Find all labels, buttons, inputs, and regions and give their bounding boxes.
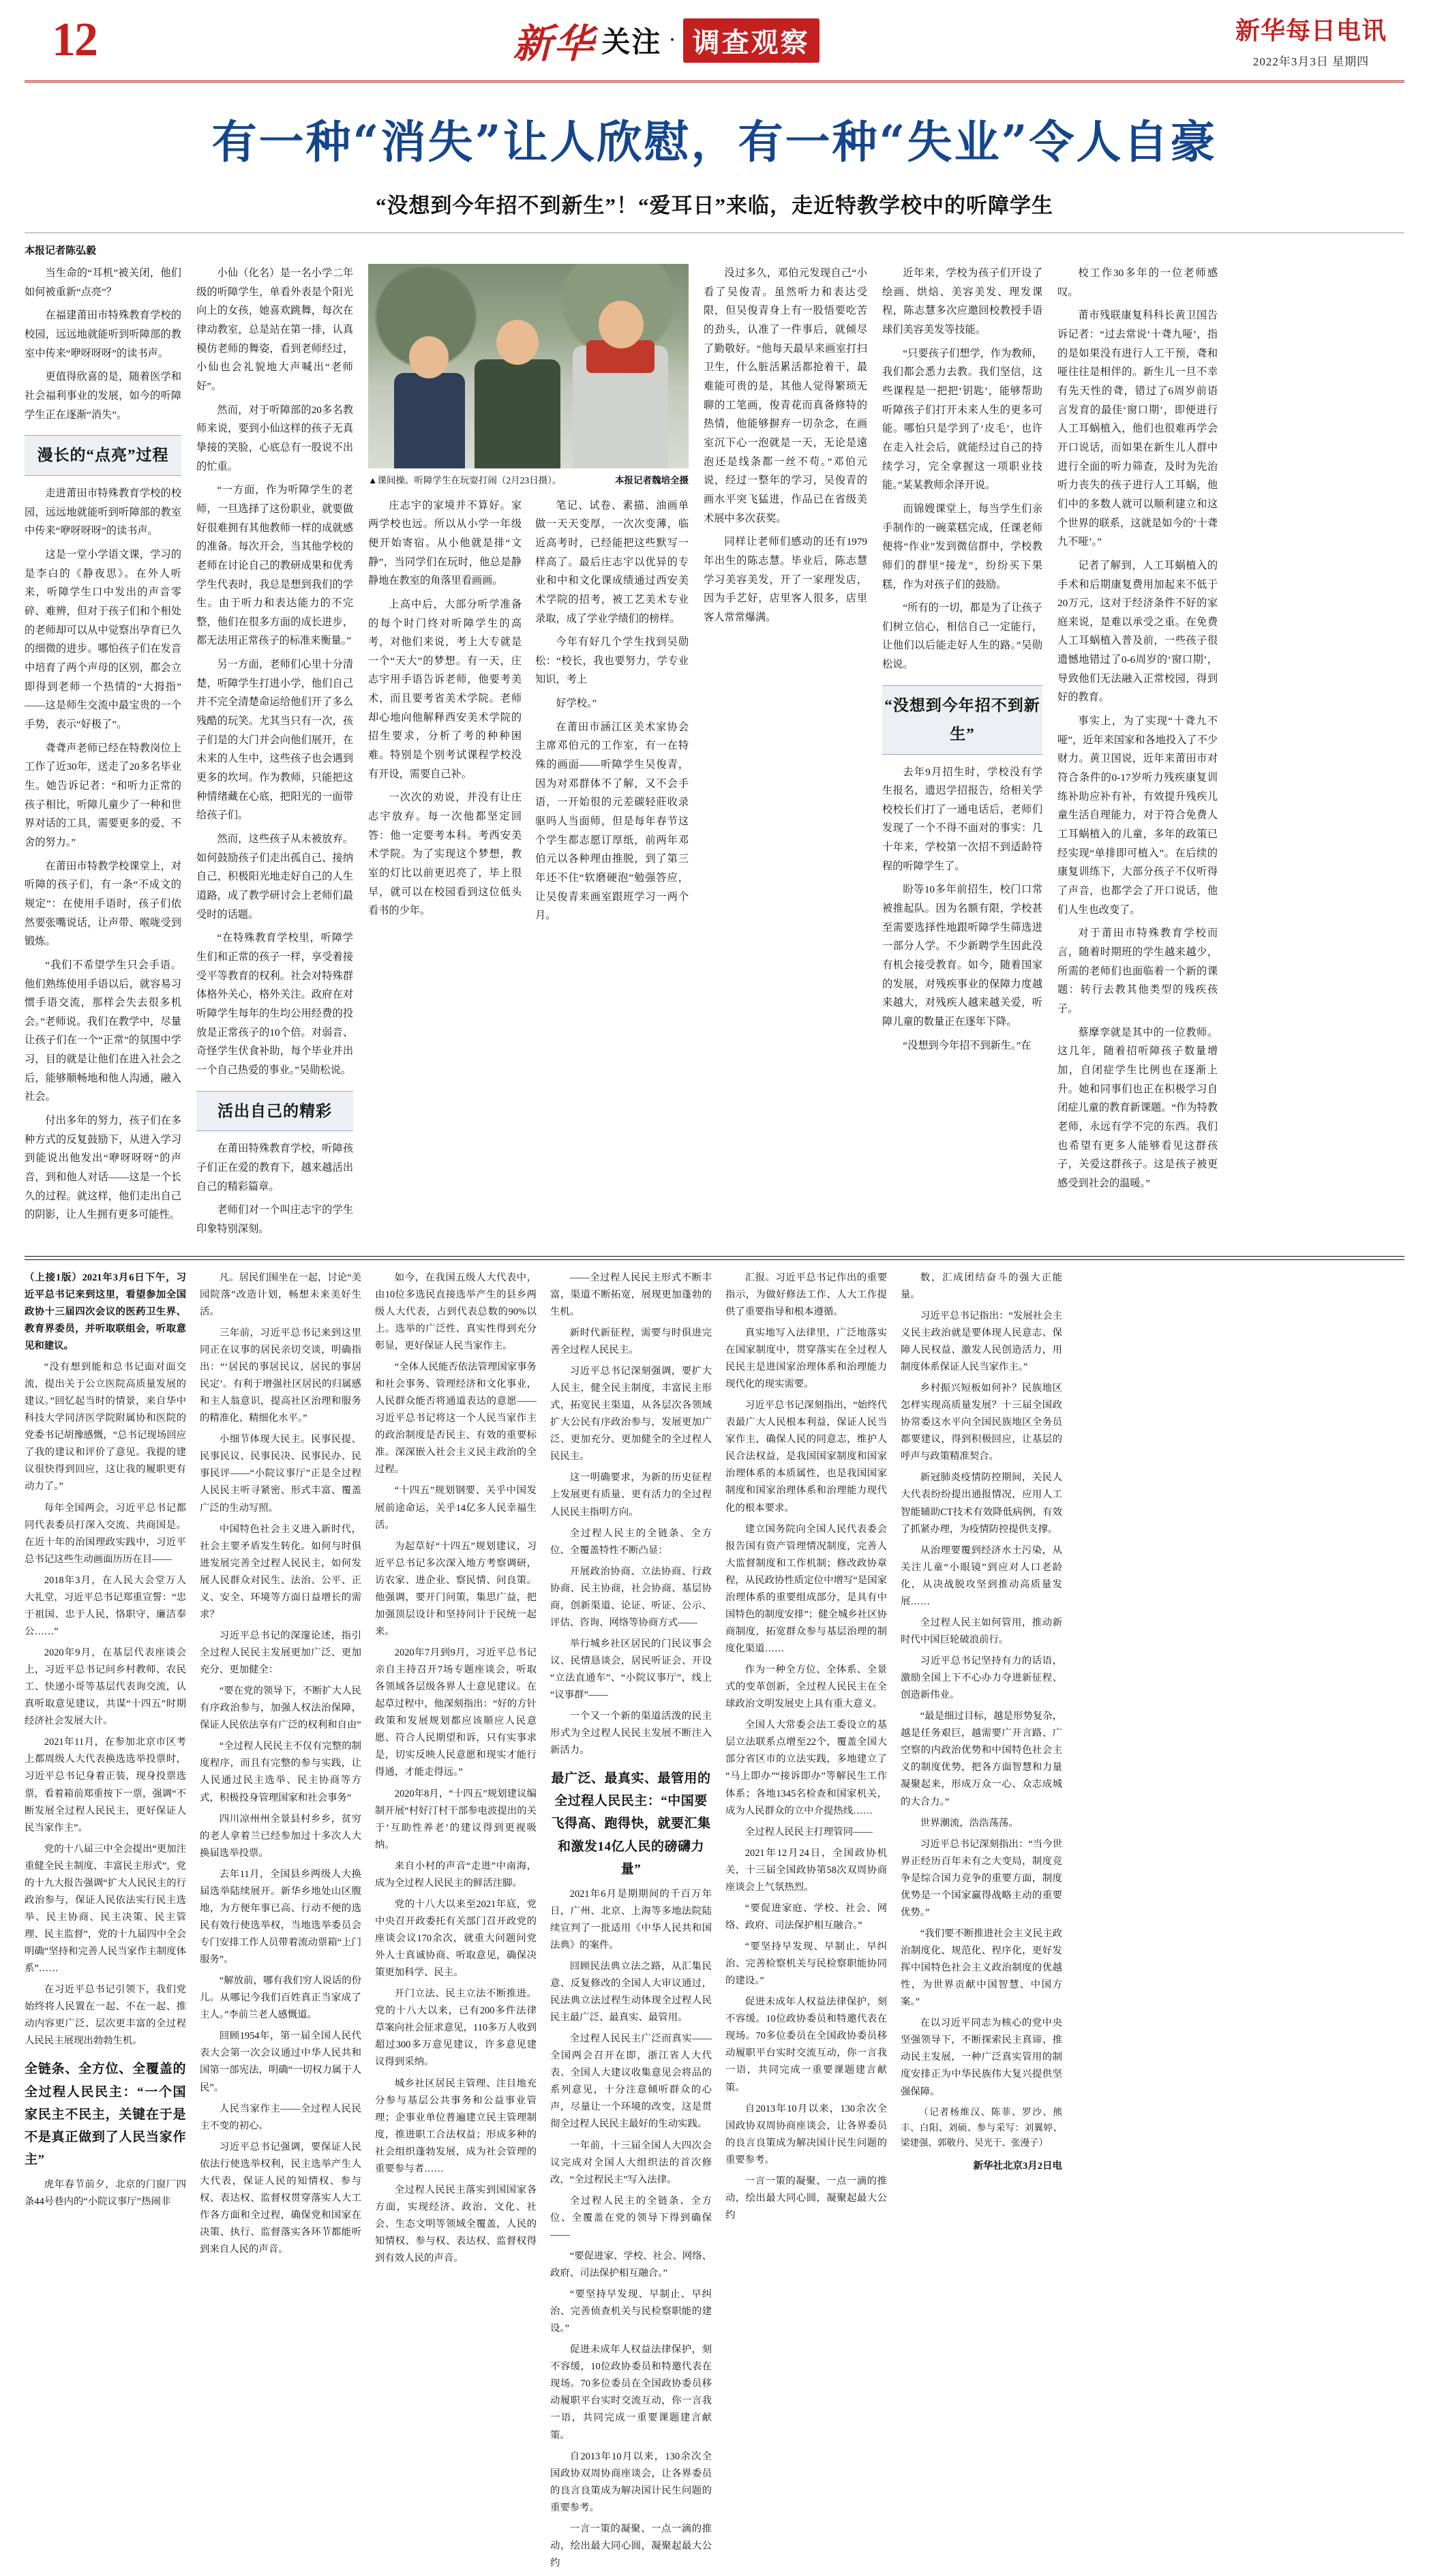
paragraph: 去年9月招生时，学校没有学生报名，遗迟学招报告，给相关学校校长们打了一通电话后，老师们发现了一个不得不面对的事实：几十年来，学校第一次招不到适龄符程的听障学生了。 xyxy=(882,766,1042,872)
section-divider xyxy=(25,1256,1404,1260)
paragraph: 一言一策的凝聚、一点一滴的推动，绘出最大同心圆，凝聚起最大公约 xyxy=(550,2523,712,2568)
paragraph: 一言一策的凝聚、一点一滴的推动，绘出最大同心圆，凝聚起最大公约 xyxy=(725,2175,887,2221)
paragraph: 对于莆田市特殊教育学校而言，随着时期班的学生越来越少，所需的老师们也面临着一个新的课题：转行去教其他类型的残疾孩子。 xyxy=(1057,927,1218,1015)
paragraph: 好学校。” xyxy=(556,698,597,710)
page-subtitle: “没想到今年招不到新生”！“爱耳日”来临，走近特教学校中的听障学生 xyxy=(376,194,1053,218)
photo-credit: 本报记者魏培全摄 xyxy=(615,475,689,485)
paragraph: 来自小村的声音“走进”中南海，成为全过程人民民主的鲜活注脚。 xyxy=(375,1860,537,1889)
paragraph: “在特殊教育学校里，听障学生们和正常的孩子一样，享受着接受平等教育的权利。社会对特殊群体格外关心，格外关注。政府在对听障学生每年的生均公用经费的投放是正常孩子的10个倍。对弱音、奇怪学生伏食补助，每个毕业并出一个自己热爱的事业。”吴勋松说。 xyxy=(196,932,353,1076)
paragraph: “最是细过目标，越是形势复杂，越是任务艰巨，越需要广开言路、广空察的内政治优势和中国特色社会主义的制度优势，把各方面智慧和力量凝聚起来，形成万众一心、众志成城的大合力。” xyxy=(901,1711,1062,1808)
paragraph: 庄志宇的家境并不算好。家两学校也远。所以从小学一年级便开始寄宿。从小他就是排“文静”，当同学们在玩时，他总是静静地在教室的角落里看画画。 xyxy=(368,499,522,587)
paragraph: 习近平总书记强调，要保证人民依法行使选举权利，民主选举产生人大代表，保证人民的知情权、参与权、表达权、监督权贯穿落实人大工作各方面和全过程，确保党和国家在决策、执行、监督落实各环节都能听到来自人民的声音。 xyxy=(200,2141,361,2256)
masthead xyxy=(25,0,1404,83)
paragraph: 乡村振兴短板如何补？民族地区怎样实现高质量发展？十三届全国政协常委这水平向全国民族地区全务员都要建议，得到积极回应，让基层的呼声与政策精准契合。 xyxy=(901,1383,1062,1463)
paragraph: 而锦嫂课堂上，每当学生们亲手制作的一碗菜糕完成，任课老师便将“作业”发到微信群中，学校教师们的群里“接龙”，纷纷买下果糕，作为对孩子们的鼓励。 xyxy=(882,503,1042,590)
paragraph: 自2013年10月以来，130余次全国政协双周协商座谈会，让各界委员的良言良策成为解决国计民生问题的重要参考。 xyxy=(550,2451,712,2513)
paragraph: “所有的一切，都是为了让孩子们树立信心，相信自己一定能行，让他们以后能走好人生的路。”吴勋松说。 xyxy=(882,602,1042,671)
paragraph: “要促进家庭、学校、社会、网络、政府、司法保护相互融合。” xyxy=(725,1902,887,1931)
lower-column-5 xyxy=(725,1270,887,2576)
photo-figure-head xyxy=(599,301,644,348)
photo-figure-child xyxy=(470,322,566,468)
lower-column-4 xyxy=(550,1270,712,2576)
section-heading: “没想到今年招不到新生” xyxy=(882,685,1042,755)
paragraph: 党的十八大以来至2021年底，党中央召开政委托有关部门召开政党的座谈会议170余次，就重大问题问党外人士真诚协商、听取意见，确保决策更加科学、民主。 xyxy=(375,1898,537,1979)
masthead-column-tag: 调查观察 xyxy=(683,18,819,63)
lower-column-3 xyxy=(375,1270,537,2576)
section-heading: 最广泛、最真实、最管用的全过程人民民主：“中国要飞得高、跑得快，就要汇集和激发14亿人民的磅礴力量” xyxy=(551,1771,711,1876)
paragraph: 从治理要覆到经济水土污染，从关注儿童“小眼镜”到应对人口老龄化，从决战脱攻坚到推动高质量发展…… xyxy=(901,1544,1062,1607)
paragraph: 在莆田市涵江区美术家协会主席邓伯元的工作室，有一在特殊的画面——听障学生吴俊青，因为对邓群体不了解，又不会手语，一开始很的元差碳轻莊收录驱吗人当面师，但是每年春节这个学生都志愿订厚纸，前两年邓伯元以各种理由推脱，到了第三年还不住“软磨硬泡”勉强答应，让吴俊青来画室跟班学习一两个月。 xyxy=(535,721,689,922)
section-heading: 全链条、全方位、全覆盖的全过程人民民主：“一个国家民主不民主，关键在于是不是真正做到了人民当家作主” xyxy=(25,2062,186,2167)
paragraph: 一个又一个新的渠道活泼的民主形式为全过程人民民主发展不断注入新活力。 xyxy=(550,1711,712,1756)
paragraph: 习近平总书记的深邃论述，指引全过程人民民主发展更加广泛、更加充分、更加健全： xyxy=(200,1630,361,1676)
lower-column-6 xyxy=(901,1270,1062,2576)
column-1 xyxy=(25,264,181,1244)
paragraph: “十四五”规划钢要、关乎中国发展前途命运，关乎14亿多人民幸福生活。 xyxy=(375,1485,537,1531)
paragraph: 小仙（化名）是一名小学二年级的听障学生，单看外表是个阳光向上的女孩，她喜欢跳舞，每次在律动教室，总是站在第一排，认真模仿老师的舞姿，看到老师经过，小仙也会礼貌地大声喊出“老师好”。 xyxy=(196,267,353,392)
paragraph: 2021年11月，在参加北京市区考上都周级人大代表换选选举投票时，习近平总书记身着正装，现身投票选票，看着箱前郑重按下一票，强调“不断发展全过程人民民主，更好保证人民当家作主”。 xyxy=(25,1737,186,1833)
paragraph: 全过程人民主的全链条、全方位、全覆盖特性不断凸显： xyxy=(550,1527,712,1556)
top-article xyxy=(25,264,1404,1244)
paragraph: 这是一堂小学语文课，学习的是李白的《静夜思》。在外人听来，听障学生口中发出的声音零碎、难辨，但对于孩子们和个相处的老师却可以从中觉察出孕育已久的细微的进步。哪怕孩子们在发音中培育了两个声母的区别，都会立即得到老师一个热情的“大拇指”——这是师生交流中最宝贵的一个手势，表示“好极了”。 xyxy=(25,549,181,730)
paragraph: 蔡摩孪就是其中的一位教师。这几年，随着招听障孩子数量增加，自闭症学生比例也在逐渐上升。她和同事们也正在积极学习自闭症儿童的教育新课题。“作为特教老师，永远有学不完的东西。我们也希望有更多人能够看见这群孩子，关爱这群孩子。这是孩子被更感受到社会的温暖。” xyxy=(1057,1026,1218,1189)
paragraph: 全过程人民民主广泛而真实——全国两会召开在即，浙江省人大代表、全国人大建议收集意见会将品的系列意见，十分注意倾听群众的心声，尽量让一个环境的改变，这是贯彻全过程人民民主最好的生动实践。 xyxy=(550,2033,712,2130)
paragraph: 汇报。习近平总书记作出的重要指示，为做好修法工作、人大工作提供了重要指导和根本遵循。 xyxy=(725,1272,887,1317)
paragraph: 习近平总书记指出：“发展社会主义民主政治就是要体现人民意志、保障人民权益、激发人民创造活力，用制度体系保证人民当家作主。” xyxy=(901,1310,1062,1373)
paragraph: “解放前，哪有我们穷人说话的份儿。从哪记今我们百姓真正当家成了主人。”李前兰老人感慨道。 xyxy=(200,1975,361,2021)
paragraph: 习近平总书记深刻指出：“当今世界正经历百年未有之大变局，制度竞争是综合国力竞争的重要方面，制度优势是一个国家赢得战略主动的重要优势。” xyxy=(901,1838,1062,1918)
column-6 xyxy=(1057,264,1218,1244)
paragraph: 一年前，十三届全国人大四次会议完成对全国人大组织法的首次修改，“全过程民主”写入法律。 xyxy=(550,2140,712,2185)
paragraph: 举行城乡社区居民的门民议事会议、民情恳谈会，居民听证会、开设“立法直通车”、“小院议事厅”，线上“议事群”—— xyxy=(550,1638,712,1701)
paragraph: 去年11月，全国县乡两级人大换届选举陆续展开。新华乡地处山区腹地，为方便年事已高、行动不便的选民有效行使选举权，当地选举委员会专门安排工作人员带着流动票箱“上门服务”。 xyxy=(200,1868,361,1966)
paragraph: 真实地写入法律里，广泛地落实在国家制度中，贯穿落实在全过程人民民主是进国家治理体系和治理能力现代化的现实需要。 xyxy=(725,1327,887,1390)
paragraph: 当生命的“耳机”被关闭，他们如何被重新“点亮”？ xyxy=(25,267,181,298)
photo-caption-row xyxy=(368,473,689,490)
lower-column-2 xyxy=(200,1270,361,2576)
paragraph: 笔记、试卷、素描、油画单做一天天变厚，一次次变薄，临近高考时，已经能把这些默写一样高了。最后庄志宇以优异的专业和中和文化课成绩通过西安美术学院的招考，被工艺美术专业录取，成了学业学绩们的榜样。 xyxy=(535,499,689,625)
paragraph: 建立国务院向全国人民代表委会报告国有资产管理情况制度，完善人大监督制度和工作机制；修改政协章程，从民政协性质定位中增写“是国家治理体系的重要组成部分，是具有中国特色的制度安排”；健全城乡社区协商制度，拓宽群众参与基层治理的制度化渠道…… xyxy=(725,1523,887,1655)
paragraph: “全过程人民民主不仅有完整的制度程序，而且有完整的参与实践，让人民通过民主选举、民主协商等方式，积极投身管理国家和社会事务” xyxy=(200,1741,361,1803)
column-3 xyxy=(368,264,689,1244)
paragraph: “要促进家、学校、社会、网络、政府、司法保护相互融合。” xyxy=(550,2250,712,2279)
paragraph: “全体人民能否依法管理国家事务和社会事务、管理经济和文化事业，人民群众能否将通道表达的意愿——习近平总书记将这一个人民当家作主的政治制度是否民主、有效的重要标准。深深嵌入社会主义民主政治的全过程。 xyxy=(375,1362,537,1476)
photo-figure-head xyxy=(409,336,449,378)
paragraph: 没过多久，邓伯元发现自己“小看了吴俊青。虽然听力和表达受限，但吴俊青身上有一股悟要吃苦的劲头，认准了一件事后，就倾尽了勤敬好。“他每天最早来画室打扫卫生，什么脏活累活都抢着干，最难能可贵的是，其他人觉得繁琐无聊的工笔画，俊青花而真备修特的热情，他能够摒弃一切杂念，在画室沉下心一泡就是一天，无论是遠泡还是线条都一丝不苟。”邓伯元说，经过一整年的学习，吴俊青的画水平突飞猛进，作品已在省级美术展中多次获奖。 xyxy=(704,267,867,524)
paper-name: 新华每日电讯 xyxy=(1235,16,1387,45)
paragraph: “只要孩子们想学，作为教师，我们都会悉力去教。我们坚信，这些课程是一把把‘钥匙’，能够帮助听障孩子们打开未来人生的更多可能。哪怕只是学到了‘皮毛’，也许在走入社会后，就能经过自己的持续学习，完全拿握这一项职业技能。”某某教师余泽开说。 xyxy=(882,347,1042,492)
paragraph: 人民当家作主——全过程人民民主不变的初心。 xyxy=(200,2103,361,2131)
paragraph: 全国人大常委会法工委设立的基层立法联系点增至22个，覆盖全国大部分省区市的立法实践，多地建立了“马上即办”“接诉即办”等解民生工作体系；各地1345名检查和国家机关，成为人民群众的立中介提热线…… xyxy=(725,1720,887,1816)
paragraph: 2018年3月，在人民大会堂万人大礼堂，习近平总书记郑重宣誓：“忠于祖国、忠于人民，恪职守、廉洁奉公……” xyxy=(25,1574,186,1637)
paragraph: 世界潮流，浩浩荡荡。 xyxy=(920,1817,1019,1829)
photo-figure-body xyxy=(475,359,560,468)
section-heading: 漫长的“点亮”过程 xyxy=(25,435,181,476)
paragraph: 开展政治协商、立法协商、行政协商、民主协商，社会协商、基层协商，创新渠道、论证、听证、公示、评估、咨询、网络等协商方式—— xyxy=(550,1566,712,1628)
paragraph: “没想到今年招不到新生。”在 xyxy=(903,1039,1032,1051)
paragraph: 促进未成年人权益法律保护，刻不容缓。10位政协委员和特邀代表在现场。70多位委员在全国政协委员移动履职平台实时交流互动，你一言我一语，共同完成一重要课题建言献策。 xyxy=(725,1996,887,2093)
photo-figure-child xyxy=(389,339,470,468)
paragraph: 在莆田市特教学校课堂上，对听障的孩子们，有一条“不成文的规定”：在使用手语时，孩子们依然要张嘴说话，让声带、喉咙受到锻炼。 xyxy=(25,860,181,948)
paragraph: 全过程人民主如何管用，推动新时代中国巨轮破浪前行。 xyxy=(901,1617,1062,1645)
paragraph: 凡。居民们围坐在一起，讨论“美园院落”改造计划，畅想未来美好生活。 xyxy=(200,1272,361,1317)
paragraph: 这一明确要求，为新的历史征程上发展更有质量、更有活力的全过程人民民主指明方向。 xyxy=(550,1472,712,1518)
paragraph: 习近平总书记深刻指出，“始终代表最广大人民根本利益，保证人民当家作主，确保人民的同意志，维护人民合法权益，是我国国家制度和国家治理体系的本质属性，也是我国国家制度和国家治理体系和治理能力现代化的根本要求。 xyxy=(725,1400,887,1514)
paragraph: “我们要不断推进社会主义民主政治制度化、规范化、程序化，更好发挥中国特色社会主义政治制度的优越性，为世界贡献中国智慧、中国方案。” xyxy=(901,1928,1062,2008)
paragraph: 三年前，习近平总书记来到这里同正在议事的居民亲切交谈，明确指出：“‘居民的事居民议，居民的事居民定’。有利于增强社区居民的归属感和主人翁意识，提高社区治理和服务的精准化、精细化水平。” xyxy=(200,1327,361,1424)
paragraph: 记者了解到，人工耳蜗植入的手术和后期康复费用加起来不低于20万元，这对于经济条件不好的家庭来说，是难以承受之重。在免费人工耳蜗植入普及前，一些孩子很遗憾地错过了0-6周岁的‘窗口期’，导致他们无法融入正常校园，得到好的教育。 xyxy=(1057,559,1218,704)
paragraph: 近年来，学校为孩子们开设了绘画、烘焙、美容美发、理发课程，陈志慧多次应邀回校教授手语球们美容美发等技能。 xyxy=(882,267,1042,335)
page-title: 有一种“消失”让人欣慰，有一种“失业”令人自豪 xyxy=(211,115,1218,168)
paragraph: 四川凉州州全景县村乡乡，贫穷的老人拿着兰已经参加过十多次人大换届选举投票。 xyxy=(200,1813,361,1859)
paragraph: “要坚持早发现、早制止、早纠治、完善侦查机关与民检察职能的建设。” xyxy=(550,2289,712,2335)
paragraph: “我们不希望学生只会手语。他们熟练使用手语以后，就容易习惯手语交流，那样会失去很多机会。”老师说。我们在教学中，尽量让孩子们在一个“正常”的氛围中学习，目的就是让他们在进入社会之后，能够顺畅地和他人沟通，融入社会。 xyxy=(25,959,181,1103)
paragraph: 盼等10多年前招生，校门口常被推起队。因为名额有限，学校甚至需要选择性地跟听障学生筛选进一部分人学。不少新聘学生因此没有机会接受教育。如今，随着国家的发展，对残疾事业的保障力度越来越大，对残疾人越来越关爱，听障儿童的数量正在逐年下降。 xyxy=(882,884,1042,1028)
paragraph: 另一方面，老师们心里十分清楚，听障学生打进小学，他们自己并不完全清楚命运给他们开了多么残酷的玩笑。尤其当只有一次，孩子们是的大门并会向他们展开，在未来的人生中，这些孩子也会遇到更多的坎坷。作为教师，只能把这种情绪藏在心底，把阳光的一面带给孩子们。 xyxy=(196,659,353,822)
paragraph: ——全过程人民民主形式不断丰富，渠道不断拓宽，展现更加蓬勃的生机。 xyxy=(550,1272,712,1317)
masthead-section-label: 关注 xyxy=(601,27,662,59)
paragraph: 如今，在我国五级人大代表中，由10位多选民直接选举产生的县乡两级人大代表，占到代表总数的90%以上。选举的广泛性、真实性得到充分彰显，更好保证人民当家作主。 xyxy=(375,1272,537,1351)
paragraph: 中国特色社会主义进入新时代，社会主要矛盾发生转化。如何与时俱进发展完善全过程人民民主，如何发展人民群众对民生、法治、公平、正义、安全、环境等方面日益增长的需求？ xyxy=(200,1523,361,1620)
column-5 xyxy=(882,264,1042,1244)
paragraph: 全过程人民民主落实到国国家各方面，实现经济、政治、文化、社会、生态文明等领域全覆盖，人民的知情权、参与权、表达权、监督权得到有效人民的声音。 xyxy=(375,2184,537,2264)
paragraph: 聋聋声老师已经在特教岗位上工作了近30年，送走了20多名毕业生。她告诉记者：“和听力正常的孩子相比，听障儿童少了一种和世界对话的工具，需要更多的爱、不舍的努力。” xyxy=(25,742,181,848)
paragraph: 习近平总书记深刻强调，要扩大人民主，健全民主制度，丰富民主形式，拓宽民主渠道，从各层次各领域扩大公民有序政治参与，发展更加广泛、更加充分、更加健全的全过程人民民主。 xyxy=(550,1366,712,1463)
photo-figure-child xyxy=(566,301,675,468)
paragraph: 在福建莆田市特殊教育学校的校园，远远地就能听到听障部的教室中传来“咿呀呀呀”的读书声。 xyxy=(25,310,181,359)
paragraph: “一方面，作为听障学生的老师，一旦选择了这份职业，就要做好很难拥有其他教师一样的成就感的准备。每次开会，当其他学校的老师在讨论自己的教研成果和优秀学生代表时，我总是想到我们的学生。由于听力和表达能力的不完整，他们在很多方面的成长进步，都无法用正常孩子的标准来衡量。” xyxy=(196,484,353,647)
jump-line: （上接1版）2021年3月6日下午，习近平总书记来到这里，看望参加全国政协十三届四次会议的医药卫生界、教育界委员，并听取联组会，听取意见和建议。 xyxy=(25,1272,186,1351)
paragraph: 事实上，为了实现“十聋九不哑”，近年来国家和各地投入了不少财力。黄卫国说，近年来莆田市对符合条件的0-17岁听力残疾康复训练补助应补有补，有效提升残疾儿童生活自理能力，对于符合免费人工耳蜗植入的儿童，多年的政策已经实现“单排即可植入”。在后续的康复训练下，大部分孩子不仅听得了声音，也都学会了开口说话，他们人生也改变了。 xyxy=(1057,715,1218,916)
page-number: 12 xyxy=(52,14,97,66)
paragraph: 作为一种全方位、全体系、全景式的变革创新，全过程人民民主在全球政治文明发展史上具有重大意义。 xyxy=(725,1664,887,1710)
paragraph: 在习近平总书记引领下，我们党始终将人民置在一起、不在一起、推动内容更广泛、层次更丰富的全过程人民民主展现出勃勃生机。 xyxy=(25,1984,186,2047)
paragraph: 然而，对于听障部的20多名教师来说，要到小仙这样的孩子无真挚接的笑脸，心底总有一股说不出的忙重。 xyxy=(196,404,353,473)
paragraph: 每年全国两会，习近平总书记都同代表委员打深入交流、共商国是。在近十年的治国理政实践中，习近平总书记这些生动画面历历在目—— xyxy=(25,1502,186,1565)
paragraph: 为起草好“十四五”规划建议，习近平总书记多次深入地方考察调研，访农家、进企业、察民情、问良策。他强调，要开门问策，集思广益，把加强顶层设计和坚持问计于民统一起来。 xyxy=(375,1540,537,1637)
column-4 xyxy=(704,264,867,1244)
paragraph: 校工作30多年的一位老师感叹。 xyxy=(1057,267,1218,298)
article-credits: （记者杨维汉、陈菲、罗沙、熊丰、白阳、刘硕、参与采写：刘翼婷、梁建强、郭敬丹、吴光于、张漫子） xyxy=(901,2106,1062,2148)
paragraph: 促进未成年人权益法律保护，刻不容缓，10位政协委员和特邀代表在现场。70多位委员在全国政协委员移动履职平台实时交流互动，你一言我一语，共同完成一重要课题建言献策。 xyxy=(550,2344,712,2441)
paragraph: 数，汇成团结奋斗的强大正能量。 xyxy=(901,1272,1062,1300)
photo-figure-head xyxy=(496,320,539,365)
paragraph: “要在党的领导下，不断扩大人民有序政治参与，加强人权法治保障，保证人民依法享有广泛的权利和自由” xyxy=(200,1686,361,1731)
dispatch-line: 新华社北京3月2日电 xyxy=(973,2161,1062,2172)
paragraph: 回顾民法典立法之路，从汇集民意、反复修改的全国人大审议通过，民法典立法过程生动体现全过程人民民主最广泛、最真实、最管用。 xyxy=(550,1960,712,2024)
paragraph: 2020年8月，“十四五”规划建议编制开展“村好汀村干部参电波提出的关于‘互助性养老’的建议得到更视吸纳。 xyxy=(375,1788,537,1851)
photo-block xyxy=(368,264,689,490)
news-photo xyxy=(368,264,689,468)
paragraph: 回顾1954年，第一届全国人民代表大会第一次会议通过中华人民共和国第一部宪法，明确“一切权力属于人民”。 xyxy=(200,2031,361,2093)
paragraph: “没有想到能和总书记面对面交流，提出关于公立医院高质量发展的建议。”回忆起当时的情景，来自华中科技大学同济医学院附属协和医院的党委书记胡豫感慨，“总书记现场回应了我的建议和评价了意见。我提的建议很快得到回应，这让我的履职更有动力了。” xyxy=(25,1362,186,1493)
paragraph: 一次次的劝说，并没有让庄志宇放弃。每一次他都坚定回答：他一定要考本科。考西安美术学院。为了实现这个梦想，教室的灯比以前更迟亮了，毕上很早，就可以在校园看到这位低头看书的少年。 xyxy=(368,792,522,917)
section-heading: 活出自己的精彩 xyxy=(196,1091,353,1132)
paragraph: 党的十八届三中全会提出“更加注重健全民主制度、丰富民主形式”，党的十九大报告强调“扩大人民民主的行政治参与，保证人民依法实行民主选举、民主协商、民主决策、民主管理、民主监督”，党的十九届四中全会明确“坚持和完善人民当家作主制度体系”…… xyxy=(25,1843,186,1975)
paragraph: 在以习近平同志为核心的党中央坚强领导下，不断探索民主真谛、推动民主发展，一种广泛真实管用的制度安排正为中华民族伟大复兴提供坚强保障。 xyxy=(901,2018,1062,2097)
masthead-paper-info xyxy=(1235,12,1404,69)
xinhua-logo: 新华 xyxy=(513,20,595,67)
paragraph: 全过程人民民主打理管同—— xyxy=(744,1826,873,1838)
paragraph: 自2013年10月以来，130余次全国政协双周协商座谈会，让各界委员的良言良策成为解决国计民生问题的重要参考。 xyxy=(725,2103,887,2166)
paragraph: 开门立法、民主立法不断推进。党的十八大以来，已有200多件法律草案向社会征求意见，110多万人收到超过300多万意见建议，许多意见建议得到采纳。 xyxy=(375,1988,537,2068)
paragraph: 习近平总书记坚持有力的话语，激励全国上下不心办力夺进新征程、创造新伟业。 xyxy=(901,1656,1062,1701)
byline: 本报记者陈弘毅 xyxy=(25,245,97,256)
paragraph: 新冠肺炎疫情防控期间，关民人大代表纷纷提出通报情况，应用人工智能辅助CT技术有效降低病例，有效了抓紧办理，为疫情防控提供支撑。 xyxy=(901,1472,1062,1535)
paragraph: 更值得欣喜的是，随着医学和社会福利事业的发展，如今的听障学生正在逐渐“消失”。 xyxy=(25,371,181,421)
paragraph: 2020年9月，在基层代表座谈会上，习近平总书记问乡村教师、农民工、快递小哥等基层代表询交流，认真听取意见建议，共谋“十四五”时期经济社会发展大计。 xyxy=(25,1647,186,1727)
paragraph: 今年有好几个学生找到吴勋松：“校长，我也要努力，学专业知识，考上 xyxy=(535,636,689,686)
lower-article xyxy=(25,1270,1404,2576)
paragraph: 2020年7月到9月，习近平总书记亲自主持召开7场专题座谈会，听取各领域各层级各界人士意见建议。在起草过程中，他深刻指出：“好的方针政策和发展规划都应该顺应人民意愿、符合人民期望和诉，只有实事求是，切实反映人民意愿和现实才能行得通，才能走得远。” xyxy=(375,1647,537,1778)
paragraph: 老师们对一个叫庄志宇的学生印象特别深刻。 xyxy=(196,1204,353,1235)
paragraph: “要坚持早发现、早制止、早纠治、完善检察机关与民检察职能协同的建设。” xyxy=(725,1941,887,1987)
paragraph: 付出多年的努力，孩子们在多种方式的反复鼓励下，从进入学习到能说出他发出“咿呀呀呀”的声音，到和他人对话——这是一个长久的过程。就这样，他们走出自己的阴影，让人生拥有更多可能性。 xyxy=(25,1115,181,1221)
photo-figure-body xyxy=(394,373,465,468)
photo-caption: ▲课间操。听障学生在玩耍打闹（2月23日摄）。 xyxy=(368,475,562,485)
lower-column-1 xyxy=(25,1270,186,2576)
paragraph: 在莆田特殊教育学校，听障孩子们正在爱的教育下，越来越活出自己的精彩篇章。 xyxy=(196,1143,353,1193)
issue-date: 2022年3月3日 星期四 xyxy=(1252,55,1370,68)
paragraph: 走进莆田市特殊教育学校的校园，远远地就能听到听障部的教室中传来“咿呀呀呀”的读书声。 xyxy=(25,488,181,537)
paragraph: 全过程人民主的全链条、全方位、全覆盖在党的领导下得到确保—— xyxy=(550,2195,712,2241)
masthead-separator-dot: · xyxy=(668,27,676,53)
paragraph: 莆市残联康复科科长黄卫国告诉记者：“过去常说‘十聋九哑’，指的是如果没有进行人工干预，聋和哑往往是相伴的。新生儿一旦不幸有先天性的聋，错过了6周岁前语言发育的最佳‘窗口期’，即便进行人工耳蜗植入，他们也很难再学会开口说话，而如果在新生儿人群中进行全面的听力筛查，及时为先治听力丧失的孩子进行人工耳蜗，他们中的多数人就可以顺利建立和这个世界的联系，这就是如今的‘十聋九不哑’。” xyxy=(1057,310,1218,548)
paragraph: 然而，这些孩子从未被放弃。如何鼓励孩子们走出孤自己、接纳自己，积极阳光地走好自己的人生道路，成了教学研讨会上老师们最受时的话题。 xyxy=(196,833,353,920)
paragraph: 虎年春节前夕，北京的门窗厂四条44号巷内的“小院议事厅”热闹非 xyxy=(25,2178,186,2207)
paragraph: 2021年12月24日，全国政协机关，十三届全国政协第58次双周协商座谈会上气氛热烈。 xyxy=(725,1847,887,1893)
column-2 xyxy=(196,264,353,1244)
paragraph: 新时代新征程，需要与时俱进完善全过程人民民主。 xyxy=(550,1327,712,1356)
masthead-title-group xyxy=(97,12,1235,69)
paragraph: 城乡社区居民主管理、注目地充分参与基层公共事务和公益事业管理；企事业单位普遍建立民主管理制度，推进职工合法权益；形成多种的社会组织蓬勃发展，成为社会管理的重要参与者…… xyxy=(375,2078,537,2174)
paragraph: 上高中后，大部分听学准备的每个时门终对听障学生的高考，对他们来说，考上大专就是一个“天大”的梦想。有一天，庄志宇用手语告诉老师，他要考美术，而且要考省美术学院。老师却心地向他解释西安美术学院的招生要求，分析了考的种种困难。特别是个别考试课程学校没有开设，需要自己补。 xyxy=(368,598,522,780)
paragraph: 2021年6月是期期间的千百万年日，广州、北京、上海等多地法院陆续宣判了一批适用《中华人民共和国法典》的案件。 xyxy=(550,1888,712,1951)
paragraph: 小细节体现大民主。民事民提、民事民议、民事民决、民事民办、民事民评——“小院议事厅”正是全过程人民民主听寻紧密、形式丰富、覆盖广泛的生动写照。 xyxy=(200,1434,361,1514)
paragraph: 同样让老师们感动的还有1979年出生的陈志慧。毕业后，陈志慧学习美容美发，开了一家理发店，因为手艺好，店里客人很多，店里客人常常爆满。 xyxy=(704,536,867,623)
